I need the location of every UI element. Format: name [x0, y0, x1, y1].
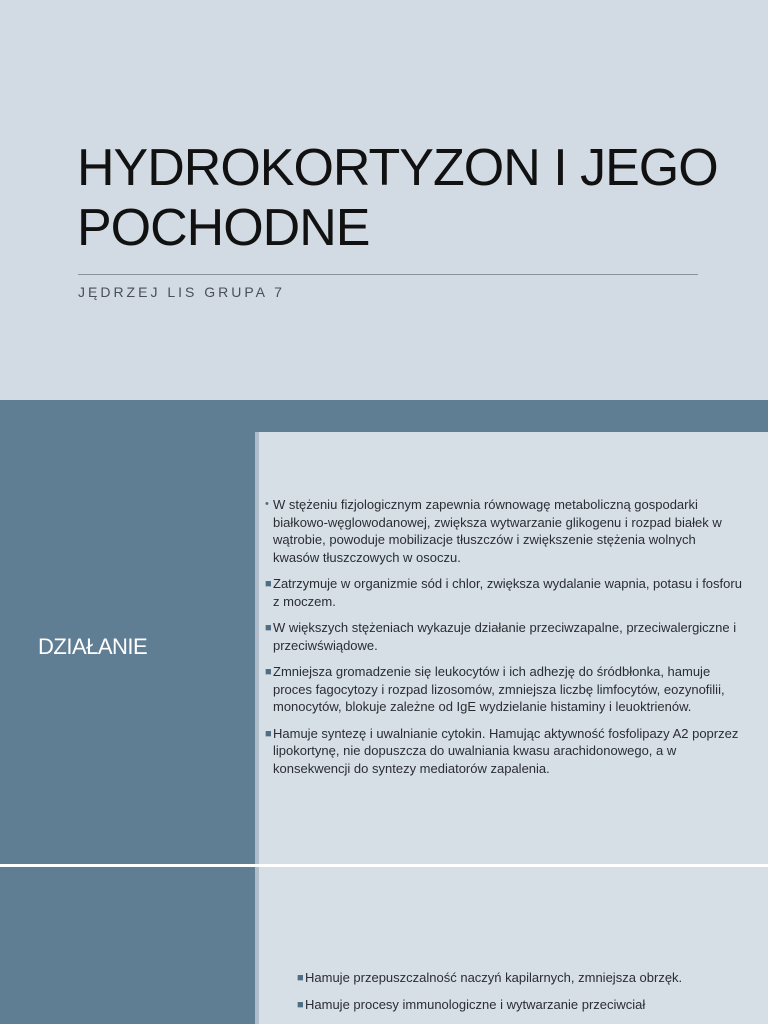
section-heading: DZIAŁANIE — [38, 634, 148, 659]
slide-subtitle: JĘDRZEJ LIS GRUPA 7 — [78, 284, 285, 300]
bullet-square-icon: ■ — [265, 578, 272, 590]
bullet-square-icon: ■ — [297, 998, 304, 1011]
bullet-dot-icon: • — [265, 498, 269, 510]
bullet-list — [265, 496, 745, 786]
bullet-text: W większych stężeniach wykazuje działanie przeciwzapalne, przeciwalergiczne i przeciwświądowe. — [273, 620, 737, 653]
heading-panel — [0, 867, 255, 1024]
bullet-text: Hamuje syntezę i uwalnianie cytokin. Hamując aktywność fosfolipazy A2 poprzez lipokortynę, nie dopuszcza do uwalniania kwasu arachidonowego, a w konsekwencji do syntezy mediatorów zapalenia. — [273, 725, 739, 776]
slide-separator-band — [0, 400, 768, 432]
slide-title: HYDROKORTYZON I JEGO POCHODNE — [77, 139, 718, 257]
list-item — [265, 496, 745, 566]
bullet-text: Zmniejsza gromadzenie się leukocytów i ich adhezję do śródbłonka, hamuje proces fagocytozy i rozpad lizosomów, zmniejsza liczbę limfocytów, eozynofilii, monocytów, blokuje zależne od IgE wydzielanie histaminy i leuoktrienów. — [273, 664, 725, 714]
list-item — [297, 996, 717, 1014]
list-item — [265, 575, 745, 610]
bullet-text: Hamuje przepuszczalność naczyń kapilarnych, zmniejsza obrzęk. — [305, 970, 683, 985]
title-slide — [0, 0, 768, 400]
list-item — [265, 619, 745, 654]
action-slide — [0, 432, 768, 864]
bullet-square-icon: ■ — [265, 666, 272, 678]
bullet-square-icon: ■ — [297, 972, 304, 984]
next-slide — [0, 867, 768, 1024]
list-item — [265, 725, 745, 778]
bullet-list — [297, 969, 717, 1022]
title-divider — [78, 274, 698, 275]
bullet-text: Hamuje procesy immunologiczne i wytwarzanie przeciwciał — [305, 996, 646, 1012]
bullet-square-icon: ■ — [265, 622, 272, 634]
list-item — [265, 663, 745, 716]
bullet-text: W stężeniu fizjologicznym zapewnia równowagę metaboliczną gospodarki białkowo-węglowodanowej, zwiększa wytwarzanie glikogenu i rozpad białek w wątrobie, powoduje mobilizacje tłuszczów i zwiększenie stężenia wolnych kwasów tłuszczowych w osoczu. — [273, 497, 722, 565]
bullet-text: Zatrzymuje w organizmie sód i chlor, zwiększa wydalanie wapnia, potasu i fosforu z moczem. — [273, 576, 742, 609]
bullet-square-icon: ■ — [265, 727, 272, 740]
list-item — [297, 969, 717, 987]
